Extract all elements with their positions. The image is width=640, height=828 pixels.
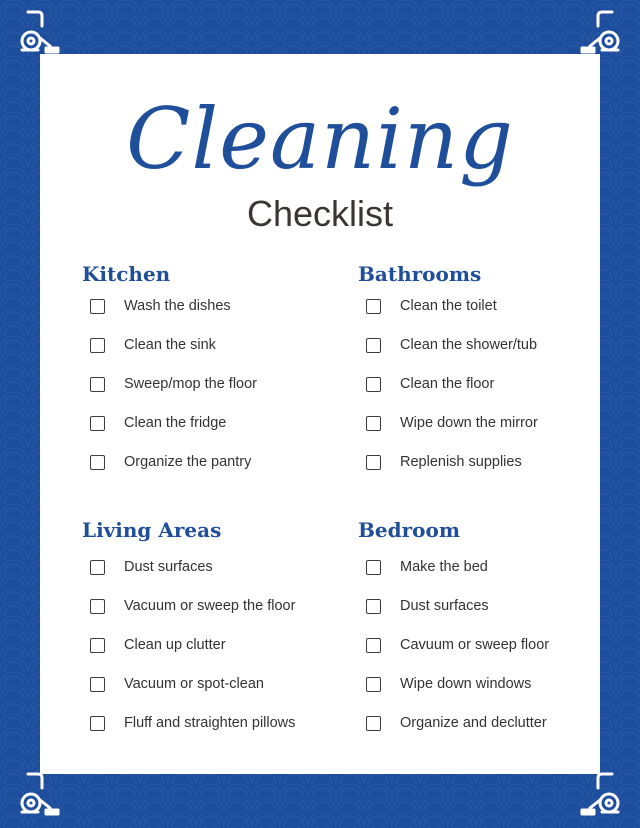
checklist-item[interactable]	[366, 596, 489, 616]
item-label: Clean the shower/tub	[400, 337, 538, 353]
section-heading: Living Areas	[82, 518, 222, 542]
checkbox[interactable]	[366, 560, 381, 575]
checklist-item[interactable]	[366, 557, 488, 577]
checklist-item[interactable]	[90, 674, 264, 694]
vacuum-cleaner-icon	[578, 770, 622, 818]
checklist-item[interactable]	[366, 296, 497, 316]
vacuum-cleaner-icon	[18, 770, 62, 818]
title-subtitle: Checklist	[246, 193, 394, 234]
section-heading: Bedroom	[358, 518, 460, 542]
checklist-item[interactable]	[90, 713, 295, 733]
checklist-item[interactable]	[366, 635, 549, 655]
checkbox[interactable]	[90, 560, 105, 575]
item-label: Clean up clutter	[124, 637, 226, 653]
checklist-item[interactable]	[366, 452, 522, 472]
checklist-item[interactable]	[90, 596, 295, 616]
checkbox[interactable]	[366, 416, 381, 431]
item-label: Dust surfaces	[124, 559, 213, 575]
checkbox[interactable]	[90, 377, 105, 392]
item-label: Clean the floor	[400, 376, 495, 392]
checklist-item[interactable]	[366, 413, 538, 433]
item-label: Dust surfaces	[400, 598, 489, 614]
checkbox[interactable]	[366, 677, 381, 692]
section-kitchen	[82, 260, 342, 470]
item-label: Make the bed	[400, 559, 488, 575]
item-label: Fluff and straighten pillows	[124, 715, 296, 731]
item-label: Wipe down the mirror	[400, 415, 538, 431]
item-label: Clean the sink	[124, 337, 216, 353]
section-living-areas	[82, 516, 342, 731]
item-label: Organize and declutter	[400, 715, 547, 731]
item-label: Cavuum or sweep floor	[400, 637, 550, 653]
checklist-item[interactable]	[90, 296, 231, 316]
title-script: Cleaning	[126, 90, 514, 188]
item-label: Clean the toilet	[400, 298, 497, 314]
checkbox[interactable]	[366, 638, 381, 653]
checklist-item[interactable]	[90, 335, 216, 355]
checklist-item[interactable]	[90, 635, 226, 655]
checklist-item[interactable]	[366, 335, 537, 355]
checkbox[interactable]	[90, 599, 105, 614]
checkbox[interactable]	[90, 677, 105, 692]
checklist-item[interactable]	[366, 674, 531, 694]
vacuum-cleaner-icon	[18, 8, 62, 56]
checklist-item[interactable]	[366, 713, 547, 733]
checklist-sheet	[40, 54, 600, 774]
checkbox[interactable]	[366, 299, 381, 314]
checkbox[interactable]	[366, 377, 381, 392]
checkbox[interactable]	[90, 416, 105, 431]
checkbox[interactable]	[90, 338, 105, 353]
section-bathrooms	[358, 260, 618, 470]
checklist-item[interactable]	[90, 413, 226, 433]
section-heading: Kitchen	[82, 262, 171, 286]
item-label: Sweep/mop the floor	[124, 376, 257, 392]
item-label: Vacuum or sweep the floor	[124, 598, 296, 614]
checkbox[interactable]	[90, 455, 105, 470]
item-label: Clean the fridge	[124, 415, 227, 431]
section-bedroom	[358, 516, 618, 731]
checkbox[interactable]	[90, 716, 105, 731]
checkbox[interactable]	[366, 338, 381, 353]
item-label: Organize the pantry	[124, 454, 252, 470]
checkbox[interactable]	[366, 455, 381, 470]
item-label: Wash the dishes	[124, 298, 231, 314]
item-label: Wipe down windows	[400, 676, 532, 692]
checklist-item[interactable]	[90, 374, 257, 394]
section-heading: Bathrooms	[358, 262, 482, 286]
checkbox[interactable]	[90, 638, 105, 653]
checklist-item[interactable]	[366, 374, 494, 394]
checkbox[interactable]	[366, 716, 381, 731]
vacuum-cleaner-icon	[578, 8, 622, 56]
checklist-item[interactable]	[90, 452, 251, 472]
checklist-item[interactable]	[90, 557, 213, 577]
checkbox[interactable]	[366, 599, 381, 614]
checkbox[interactable]	[90, 299, 105, 314]
item-label: Vacuum or spot-clean	[124, 676, 264, 692]
item-label: Replenish supplies	[400, 454, 522, 470]
